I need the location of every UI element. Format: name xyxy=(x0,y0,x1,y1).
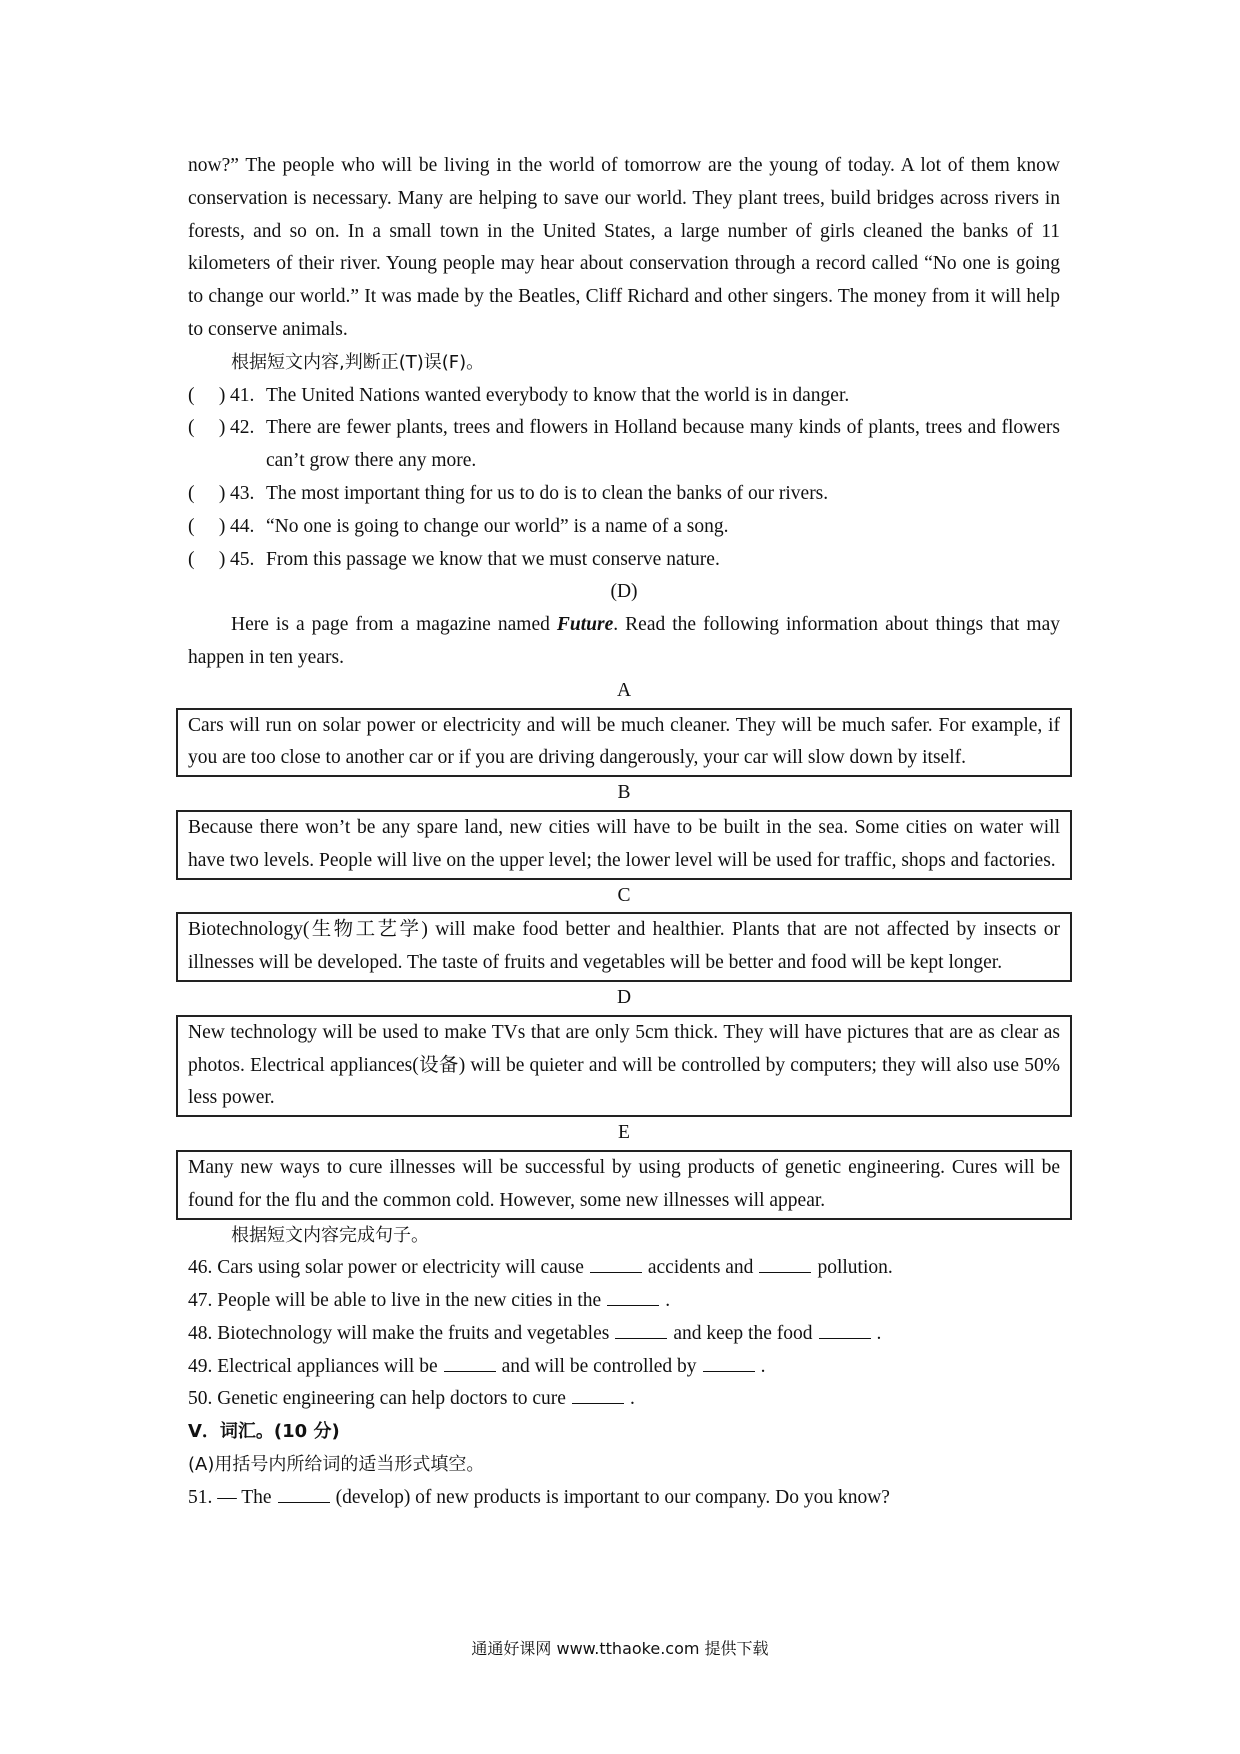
question-51 xyxy=(188,1482,1060,1515)
answer-blank[interactable] xyxy=(703,1353,755,1372)
tf-question-43 xyxy=(188,478,1060,511)
answer-paren[interactable]: ( ) xyxy=(188,548,226,570)
question-text: There are fewer plants, trees and flowers in Holland because many kinds of plants, trees and flowers can’t grow there any more. xyxy=(266,417,1060,472)
question-text: . xyxy=(760,1355,766,1377)
question-text: From this passage we know that we must conserve nature. xyxy=(266,548,720,570)
answer-blank[interactable] xyxy=(572,1385,624,1404)
passage-d-heading: (D) xyxy=(610,581,638,603)
box-label-a: A xyxy=(616,679,632,701)
question-text: 50. Genetic engineering can help doctors to cure xyxy=(188,1388,566,1410)
tf-question-44 xyxy=(188,511,1060,544)
page-footer: 通通好课网 www.tthaoke.com 提供下载 xyxy=(471,1639,769,1658)
question-50 xyxy=(188,1383,1060,1416)
question-49 xyxy=(188,1351,1060,1384)
box-label-b: B xyxy=(617,782,631,804)
question-number: 45. xyxy=(230,548,255,570)
passage-d-intro xyxy=(188,609,1060,675)
tf-question-list xyxy=(188,380,1060,577)
question-text: . xyxy=(876,1322,882,1344)
answer-blank[interactable] xyxy=(819,1320,871,1339)
section-v-heading: V．词汇。(10 分) xyxy=(188,1421,340,1443)
box-label-d: D xyxy=(616,986,632,1008)
question-text: . xyxy=(665,1290,671,1312)
info-box-c: Biotechnology(生物工艺学) will make food better and healthier. Plants that are not affected by insects or illnesses will be developed. The taste of fruits and vegetables will be better and food will be kept longer. xyxy=(176,912,1072,982)
question-text: and keep the food xyxy=(673,1322,813,1344)
question-text: 46. Cars using solar power or electricity will cause xyxy=(188,1257,584,1279)
question-text: 47. People will be able to live in the new cities in the xyxy=(188,1290,602,1312)
answer-paren[interactable]: ( ) xyxy=(188,515,226,537)
answer-blank[interactable] xyxy=(590,1254,642,1273)
question-48 xyxy=(188,1318,1060,1351)
question-text: accidents and xyxy=(647,1257,754,1279)
info-box-a: Cars will run on solar power or electricity and will be much cleaner. They will be much safer. For example, if you are too close to another car or if you are driving dangerously, your car will slow down by itself. xyxy=(176,708,1072,778)
section-v-subheading: (A)用括号内所给词的适当形式填空。 xyxy=(188,1454,485,1476)
completion-instruction: 根据短文内容完成句子。 xyxy=(231,1224,429,1246)
intro-text-before: Here is a page from a magazine named xyxy=(231,614,557,636)
answer-blank[interactable] xyxy=(759,1254,811,1273)
question-text: pollution. xyxy=(817,1257,893,1279)
question-number: 44. xyxy=(230,515,255,537)
question-text: “No one is going to change our world” is a name of a song. xyxy=(266,515,729,537)
tf-question-42 xyxy=(188,412,1060,478)
answer-paren[interactable]: ( ) xyxy=(188,384,226,406)
exam-page-content xyxy=(188,150,1060,1515)
question-number: 41. xyxy=(230,384,255,406)
info-box-e: Many new ways to cure illnesses will be successful by using products of genetic engineering. Cures will be found for the flu and the common cold. However, some new illnesses will appear. xyxy=(176,1150,1072,1220)
question-text: The United Nations wanted everybody to know that the world is in danger. xyxy=(266,384,850,406)
question-46 xyxy=(188,1252,1060,1285)
question-number: 43. xyxy=(230,482,255,504)
question-number: 42. xyxy=(230,417,255,439)
answer-paren[interactable]: ( ) xyxy=(188,482,226,504)
tf-question-45 xyxy=(188,544,1060,577)
question-text: 49. Electrical appliances will be xyxy=(188,1355,438,1377)
info-box-d: New technology will be used to make TVs that are only 5cm thick. They will have pictures that are as clear as photos. Electrical appliances(设备) will be quieter and will be controlled by computers; they will also use 50% less power. xyxy=(176,1015,1072,1117)
answer-paren[interactable]: ( ) xyxy=(188,417,226,439)
question-text: 48. Biotechnology will make the fruits and vegetables xyxy=(188,1322,610,1344)
question-text: and will be controlled by xyxy=(501,1355,697,1377)
question-text: . xyxy=(629,1388,635,1410)
answer-blank[interactable] xyxy=(607,1287,659,1306)
box-label-c: C xyxy=(617,884,631,906)
passage-c-paragraph: now?” The people who will be living in the world of tomorrow are the young of today. A lot of them know conservation is necessary. Many are helping to save our world. They plant trees, build bridges across rivers in forests, and so on. In a small town in the United States, a large number of girls cleaned the banks of 11 kilometers of their river. Young people may hear about conservation through a record called “No one is going to change our world.” It was made by the Beatles, Cliff Richard and other singers. The money from it will help to conserve animals. xyxy=(188,155,1060,340)
question-text: 51. — The xyxy=(188,1486,272,1508)
tf-instruction: 根据短文内容,判断正(T)误(F)。 xyxy=(231,351,485,373)
box-label-e: E xyxy=(618,1122,630,1144)
tf-question-41 xyxy=(188,380,1060,413)
question-text: (develop) of new products is important to our company. Do you know? xyxy=(335,1486,890,1508)
magazine-name: Future xyxy=(556,614,614,636)
answer-blank[interactable] xyxy=(615,1320,667,1339)
answer-blank[interactable] xyxy=(444,1353,496,1372)
intro-text-after: . Read the following information about things that may happen in ten years. xyxy=(188,614,1060,668)
answer-blank[interactable] xyxy=(278,1484,330,1503)
info-box-b: Because there won’t be any spare land, new cities will have to be built in the sea. Some cities on water will have two levels. People will live on the upper level; the lower level will be used for traffic, shops and factories. xyxy=(176,810,1072,880)
question-text: The most important thing for us to do is to clean the banks of our rivers. xyxy=(266,482,829,504)
question-47 xyxy=(188,1285,1060,1318)
